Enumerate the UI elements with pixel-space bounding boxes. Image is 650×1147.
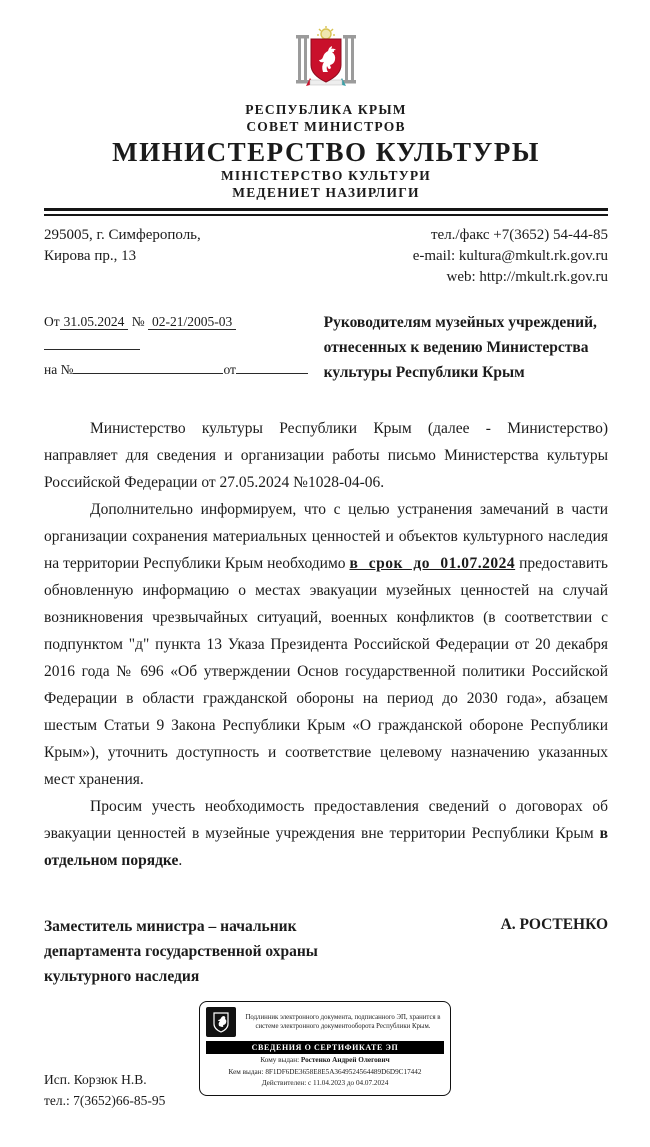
stamp-issued-by bbox=[206, 1067, 444, 1078]
signer-position: Заместитель министра – начальник департамента государственной охраны культурного наследия bbox=[44, 918, 318, 985]
letterhead bbox=[44, 26, 608, 216]
stamp-header bbox=[206, 1007, 444, 1037]
crimea-coat-of-arms-icon bbox=[290, 26, 362, 97]
blank-line bbox=[236, 360, 308, 374]
letterhead-title: МИНИСТЕРСТВО КУЛЬТУРЫ bbox=[112, 137, 540, 167]
signature-row bbox=[44, 914, 608, 989]
reference-row bbox=[44, 310, 608, 385]
separate-order-emphasis: в отдельном порядке bbox=[44, 825, 608, 869]
blank-line bbox=[73, 360, 223, 374]
letterhead-republic: РЕСПУБЛИКА КРЫМ bbox=[245, 102, 407, 117]
paragraph-2-continuation: предоставить обновленную информацию о местах эвакуации музейных ценностей на случай возникновения чрезвычайных ситуаций, военных конфликтов (в соответствии с подпунктом "д" пункта 13 Указа Президента Российской Федерации от 20 декабря 2016 года № 696 «Об утверждении Основ государственной политики Российской Федерации в области гражданской обороны на период до 2030 года», абзацем шестым Статьи 9 Закона Республики Крым «О гражданской обороне Республики Крым»), уточнить доступность и соответствие целевому назначению указанных мест хранения. bbox=[44, 555, 608, 788]
contact-block bbox=[44, 225, 608, 288]
issued-by-label: Кем выдан: bbox=[228, 1067, 266, 1076]
letterhead-subtitle-crimean-tatar: МЕДЕНИЕТ НАЗИРЛИГИ bbox=[232, 185, 420, 200]
address-line-2: Кирова пр., 13 bbox=[44, 248, 137, 264]
stamp-issued-to bbox=[206, 1055, 444, 1066]
letterhead-subtitle-ukrainian: МІНІСТЕРСТВО КУЛЬТУРИ bbox=[220, 168, 432, 183]
address-line-1: 295005, г. Симферополь, bbox=[44, 227, 201, 243]
phone-fax: тел./факс +7(3652) 54-44-85 bbox=[430, 227, 608, 243]
issued-to-value: Ростенко Андрей Олегович bbox=[300, 1056, 390, 1064]
deadline-emphasis: в срок до 01.07.2024 bbox=[349, 555, 516, 572]
letter-date: 31.05.2024 bbox=[60, 314, 129, 330]
letter-number: 02-21/2005-03 bbox=[148, 314, 236, 330]
letterhead-council: СОВЕТ МИНИСТРОВ bbox=[246, 119, 406, 134]
paragraph-3-text: Просим учесть необходимость предоставления сведений о договорах об эвакуации ценностей в музейные учреждения вне территории Республики Крым bbox=[44, 798, 608, 842]
bottom-zone bbox=[44, 997, 608, 1147]
stamp-notice: Подлинник электронного документа, подписанного ЭП, хранится в системе электронного документооборота Республики Крым. bbox=[245, 1014, 441, 1030]
issued-by-value: 8F1DF6DE3658E8E5A3649524564489D6D9C17442 bbox=[265, 1067, 422, 1076]
stamp-validity: Действителен: с 11.04.2023 до 04.07.2024 bbox=[261, 1079, 389, 1087]
outgoing-reference-line bbox=[44, 310, 324, 358]
paragraph-2-text: Дополнительно информируем, что с целью устранения замечаний в части организации сохранения материальных ценностей и объектов культурного наследия на территории Республики Крым необходимо bbox=[44, 501, 608, 572]
paragraph-3-period: . bbox=[178, 852, 183, 869]
incoming-reference-line bbox=[44, 358, 324, 382]
executor-phone: тел.: 7(3652)66-85-95 bbox=[44, 1093, 166, 1108]
digital-signature-stamp bbox=[199, 1001, 451, 1096]
paragraph-1: Министерство культуры Республики Крым (далее - Министерство) направляет для сведения и организации работы письмо Министерства культуры Российской Федерации от 27.05.2024 №1028-04-06. bbox=[44, 420, 608, 491]
reply-from-label: от bbox=[223, 362, 236, 377]
paragraph-3 bbox=[44, 793, 608, 874]
stamp-certificate-title: СВЕДЕНИЯ О СЕРТИФИКАТЕ ЭП bbox=[206, 1041, 444, 1054]
issued-to-label: Кому выдан: bbox=[260, 1056, 301, 1064]
letter-body bbox=[44, 415, 608, 874]
signer-name: А. РОСТЕНКО bbox=[500, 916, 608, 933]
postal-address bbox=[44, 225, 201, 288]
from-label: От bbox=[44, 314, 60, 329]
reply-label: на № bbox=[44, 362, 74, 377]
blank-line bbox=[44, 336, 140, 350]
contact-details bbox=[413, 225, 608, 288]
addressee-block: Руководителям музейных учреждений, отнесенных к ведению Министерства культуры Республики Крым bbox=[323, 314, 597, 381]
letterhead-divider bbox=[44, 208, 608, 216]
website: web: http://mkult.rk.gov.ru bbox=[446, 269, 608, 285]
email: e-mail: kultura@mkult.rk.gov.ru bbox=[412, 248, 608, 264]
executor-block bbox=[44, 1069, 165, 1111]
paragraph-2 bbox=[44, 496, 608, 793]
reference-block bbox=[44, 310, 324, 385]
crimea-coat-of-arms-mono-icon bbox=[206, 1007, 236, 1037]
number-label: № bbox=[131, 314, 145, 329]
executor-name: Исп. Корзюк Н.В. bbox=[44, 1072, 147, 1087]
